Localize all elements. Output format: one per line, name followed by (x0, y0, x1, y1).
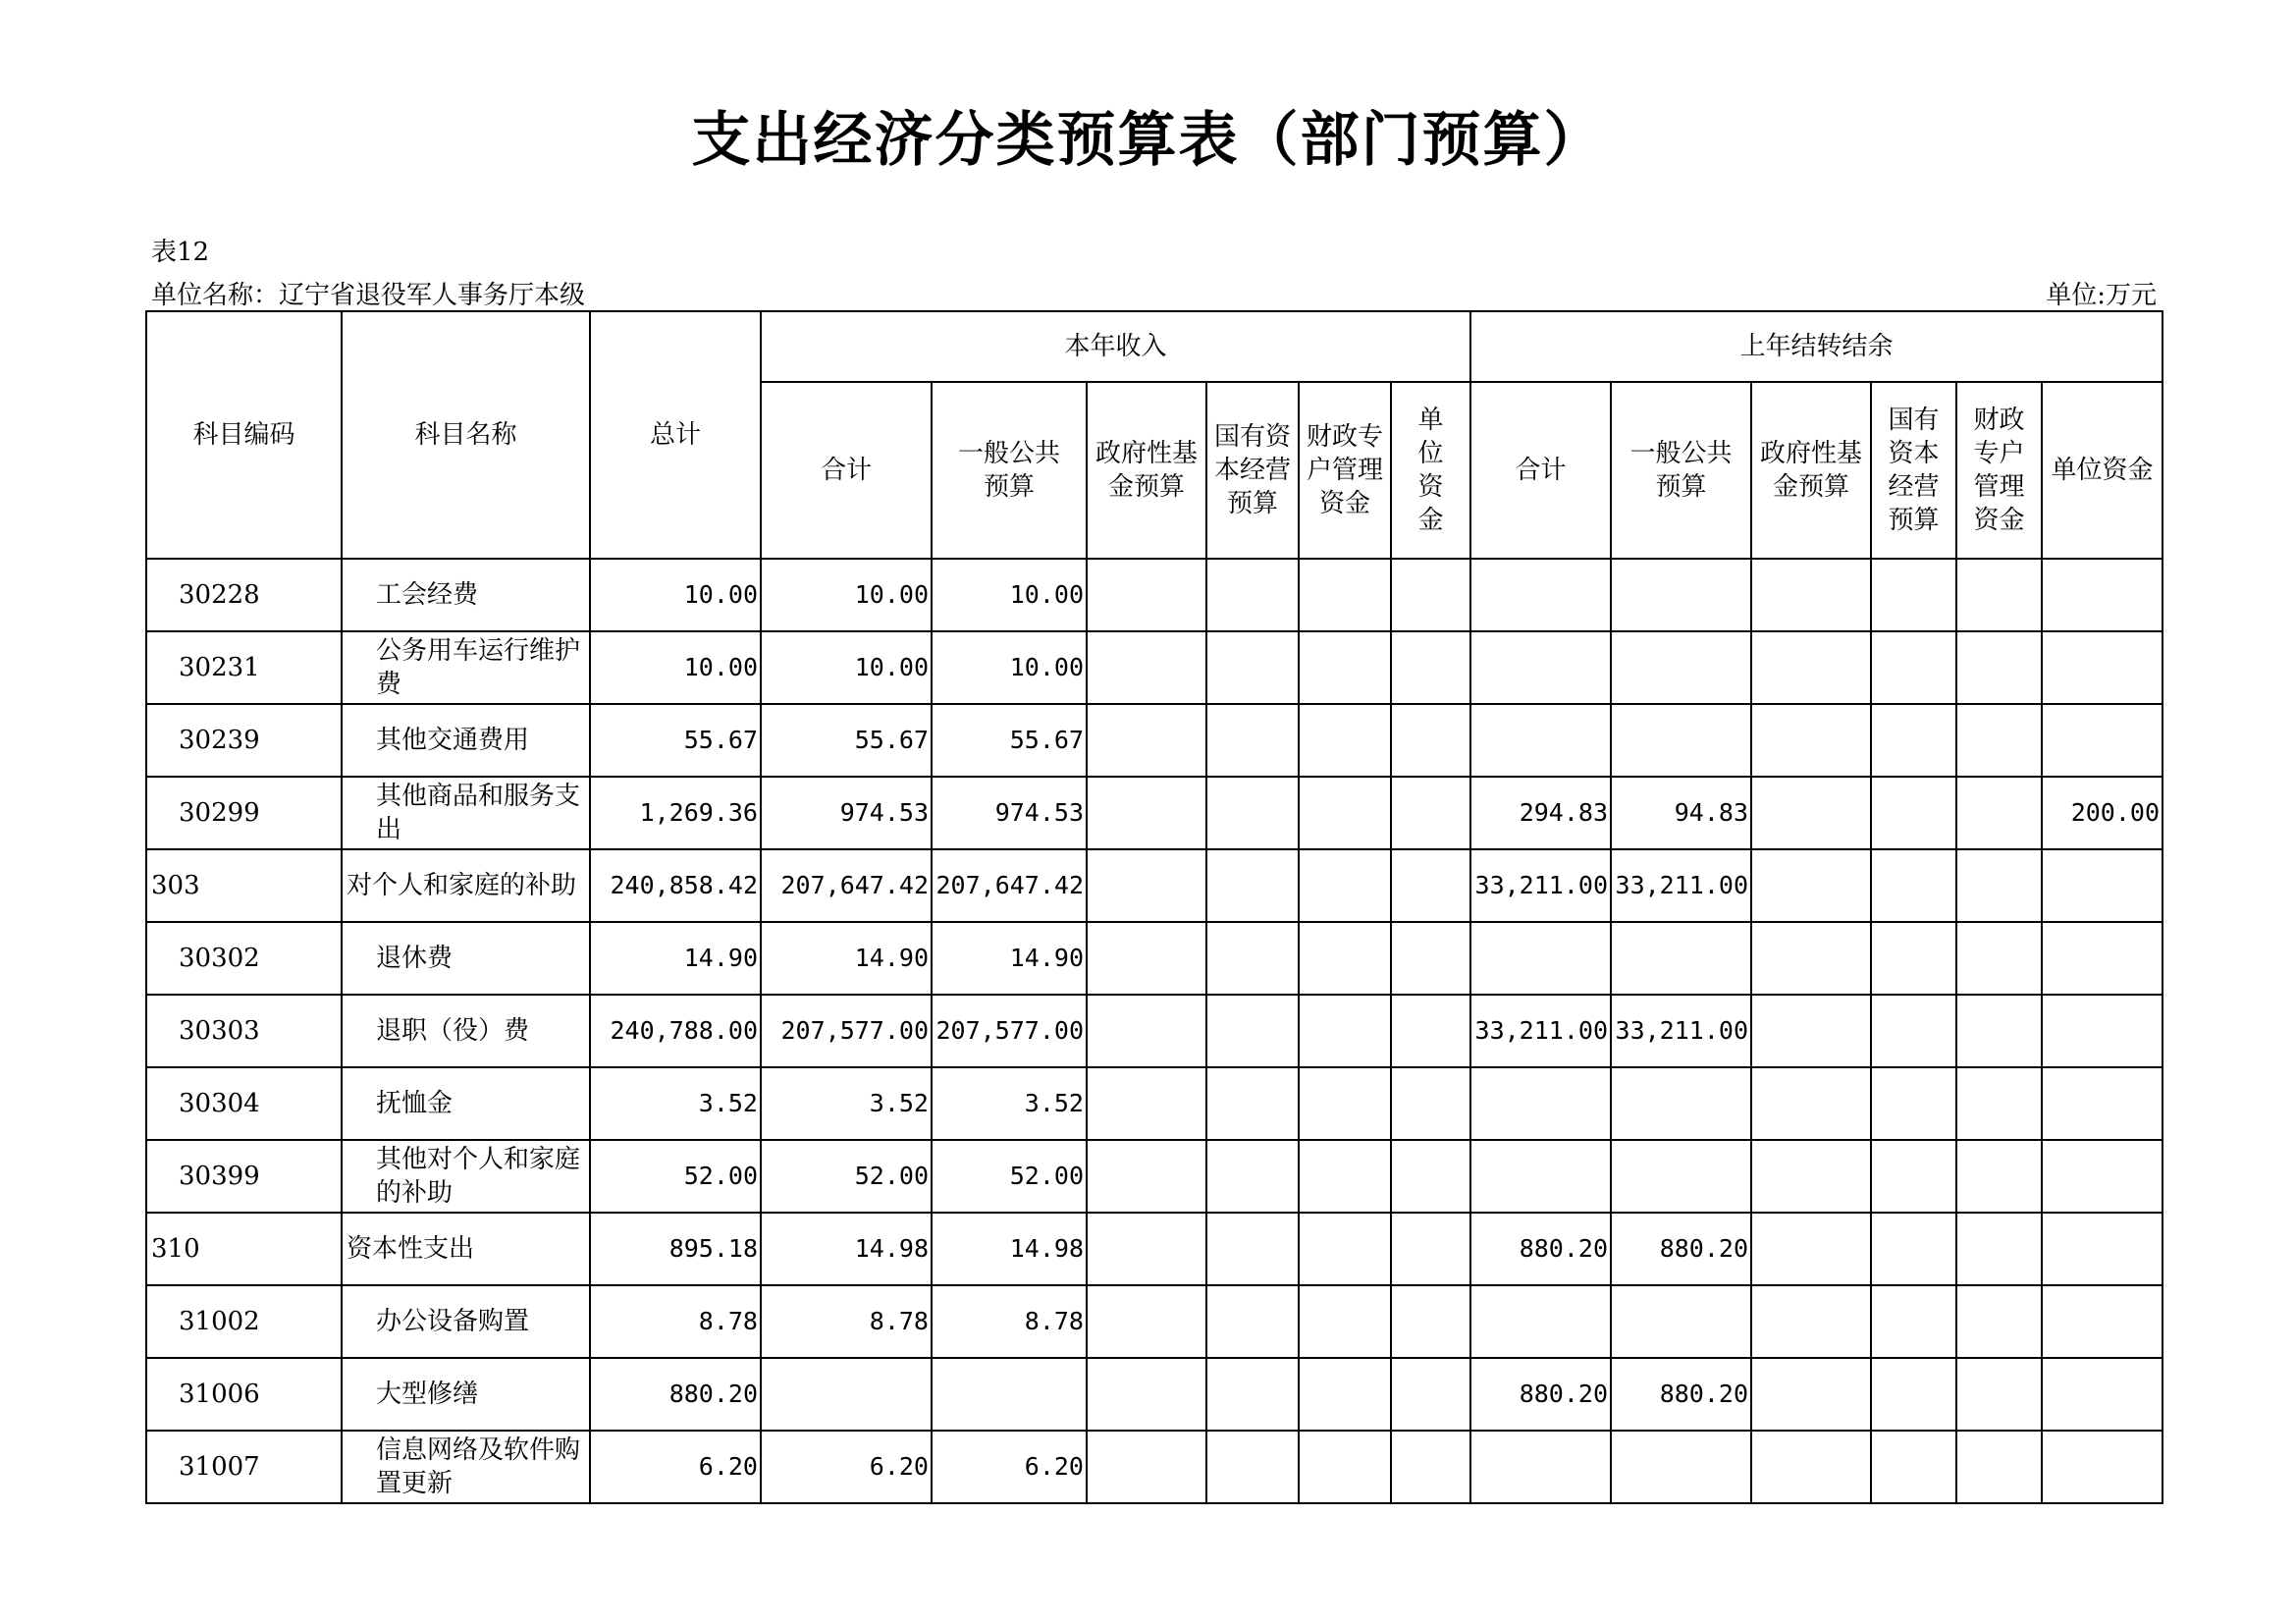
row-value (1871, 777, 1956, 849)
row-value (1871, 849, 1956, 922)
row-value: 880.20 (1470, 1358, 1611, 1431)
row-value (1871, 995, 1956, 1067)
row-code: 30302 (146, 922, 342, 995)
row-value: 14.98 (932, 1213, 1087, 1285)
row-value (1299, 922, 1391, 995)
row-value: 895.18 (590, 1213, 761, 1285)
row-value (1087, 1213, 1206, 1285)
row-value (1391, 559, 1470, 631)
header-current-state-capital: 国有资本经营预算 (1206, 382, 1299, 559)
row-value (1391, 1140, 1470, 1213)
row-value (1470, 1067, 1611, 1140)
row-value (2042, 1140, 2163, 1213)
row-name: 其他对个人和家庭的补助 (342, 1140, 590, 1213)
row-value (1956, 1358, 2042, 1431)
row-value (1751, 1431, 1871, 1503)
row-value: 880.20 (1470, 1213, 1611, 1285)
row-value (1299, 849, 1391, 922)
row-code: 30299 (146, 777, 342, 849)
row-value (1391, 704, 1470, 777)
row-value: 240,858.42 (590, 849, 761, 922)
row-value (2042, 1431, 2163, 1503)
header-carry-state-capital: 国有资本经营预算 (1871, 382, 1956, 559)
row-value: 207,577.00 (761, 995, 932, 1067)
row-value (1087, 704, 1206, 777)
row-value (1206, 995, 1299, 1067)
header-current-general: 一般公共预算 (932, 382, 1087, 559)
row-value (1206, 559, 1299, 631)
row-value (1087, 1067, 1206, 1140)
row-value (1206, 1431, 1299, 1503)
row-value (1087, 777, 1206, 849)
row-value (1956, 1213, 2042, 1285)
row-value (1206, 849, 1299, 922)
row-value (1611, 559, 1751, 631)
row-value: 207,647.42 (932, 849, 1087, 922)
header-carry-special-account: 财政专户管理资金 (1956, 382, 2042, 559)
row-value: 207,647.42 (761, 849, 932, 922)
row-code: 31007 (146, 1431, 342, 1503)
row-code: 30303 (146, 995, 342, 1067)
header-group-current: 本年收入 (761, 311, 1470, 382)
table-row (146, 922, 2163, 995)
row-name: 退职（役）费 (342, 995, 590, 1067)
row-value (1611, 704, 1751, 777)
row-value (1956, 849, 2042, 922)
row-value (1299, 1431, 1391, 1503)
row-code: 30231 (146, 631, 342, 704)
row-value (1299, 631, 1391, 704)
header-carry-total: 合计 (1470, 382, 1611, 559)
row-value (1087, 1431, 1206, 1503)
row-value (1751, 559, 1871, 631)
row-value (1206, 704, 1299, 777)
row-value (1299, 777, 1391, 849)
row-value (1087, 995, 1206, 1067)
row-value (1087, 1285, 1206, 1358)
row-value (1206, 1067, 1299, 1140)
row-value (1956, 559, 2042, 631)
row-name: 资本性支出 (342, 1213, 590, 1285)
unit-label: 单位:万元 (2046, 281, 2157, 310)
row-value (1751, 1213, 1871, 1285)
row-name: 工会经费 (342, 559, 590, 631)
row-value: 33,211.00 (1611, 849, 1751, 922)
row-value: 14.90 (590, 922, 761, 995)
row-value: 207,577.00 (932, 995, 1087, 1067)
row-value (1087, 922, 1206, 995)
budget-table (145, 310, 2163, 1504)
row-value (2042, 559, 2163, 631)
row-value: 8.78 (932, 1285, 1087, 1358)
row-value (1206, 922, 1299, 995)
row-value: 52.00 (761, 1140, 932, 1213)
row-value (1751, 704, 1871, 777)
row-value (1206, 1213, 1299, 1285)
table-row (146, 631, 2163, 704)
row-value (2042, 1067, 2163, 1140)
row-name: 其他交通费用 (342, 704, 590, 777)
row-value (1470, 559, 1611, 631)
row-value (1470, 704, 1611, 777)
row-value: 10.00 (590, 559, 761, 631)
row-value (1470, 631, 1611, 704)
row-value (1956, 777, 2042, 849)
row-value: 6.20 (761, 1431, 932, 1503)
table-row (146, 559, 2163, 631)
header-current-unit-funds: 单位资金 (1391, 382, 1470, 559)
row-value: 52.00 (932, 1140, 1087, 1213)
row-value: 6.20 (590, 1431, 761, 1503)
header-name: 科目名称 (342, 311, 590, 559)
row-value (1956, 1140, 2042, 1213)
row-value: 55.67 (761, 704, 932, 777)
row-value: 33,211.00 (1470, 849, 1611, 922)
row-value (2042, 1358, 2163, 1431)
row-code: 31002 (146, 1285, 342, 1358)
table-row (146, 995, 2163, 1067)
row-value (932, 1358, 1087, 1431)
row-value (1751, 849, 1871, 922)
row-name: 办公设备购置 (342, 1285, 590, 1358)
row-value (1206, 1358, 1299, 1431)
row-code: 31006 (146, 1358, 342, 1431)
row-value: 14.90 (932, 922, 1087, 995)
row-value (1206, 631, 1299, 704)
row-value (1299, 1140, 1391, 1213)
row-value: 3.52 (590, 1067, 761, 1140)
row-value (1611, 1431, 1751, 1503)
row-value (1299, 704, 1391, 777)
header-current-total: 合计 (761, 382, 932, 559)
row-value (1871, 1285, 1956, 1358)
row-value (1611, 1067, 1751, 1140)
row-code: 303 (146, 849, 342, 922)
row-value (1391, 1431, 1470, 1503)
row-value (1871, 704, 1956, 777)
unit-name: 单位名称：辽宁省退役军人事务厅本级 (151, 281, 586, 310)
row-value: 880.20 (1611, 1358, 1751, 1431)
row-name: 信息网络及软件购置更新 (342, 1431, 590, 1503)
row-value: 33,211.00 (1470, 995, 1611, 1067)
row-name: 抚恤金 (342, 1067, 590, 1140)
row-value (1956, 1067, 2042, 1140)
row-value (1956, 922, 2042, 995)
row-name: 大型修缮 (342, 1358, 590, 1431)
row-value: 3.52 (932, 1067, 1087, 1140)
row-value: 1,269.36 (590, 777, 761, 849)
row-value (2042, 631, 2163, 704)
row-value (1871, 1431, 1956, 1503)
table-number: 表12 (151, 238, 210, 267)
row-value (1206, 777, 1299, 849)
table-row (146, 704, 2163, 777)
row-value (1751, 777, 1871, 849)
row-value (1871, 1140, 1956, 1213)
row-value (1299, 1358, 1391, 1431)
row-value (1206, 1140, 1299, 1213)
row-value (1871, 559, 1956, 631)
row-value (1470, 1140, 1611, 1213)
row-value (1751, 922, 1871, 995)
row-value: 294.83 (1470, 777, 1611, 849)
row-value (1751, 1140, 1871, 1213)
table-row (146, 1431, 2163, 1503)
header-current-special-account: 财政专户管理资金 (1299, 382, 1391, 559)
header-carry-general: 一般公共预算 (1611, 382, 1751, 559)
row-value: 880.20 (1611, 1213, 1751, 1285)
row-value (1470, 1285, 1611, 1358)
header-carry-fund: 政府性基金预算 (1751, 382, 1871, 559)
row-value (1391, 631, 1470, 704)
row-code: 30304 (146, 1067, 342, 1140)
page-title: 支出经济分类预算表（部门预算） (691, 106, 1605, 175)
row-value (1470, 1431, 1611, 1503)
row-value (1299, 559, 1391, 631)
row-name: 退休费 (342, 922, 590, 995)
row-value: 10.00 (761, 559, 932, 631)
row-value: 8.78 (761, 1285, 932, 1358)
row-value (1299, 995, 1391, 1067)
row-value (1611, 631, 1751, 704)
row-value (1751, 631, 1871, 704)
row-value: 8.78 (590, 1285, 761, 1358)
row-value (1206, 1285, 1299, 1358)
row-value: 52.00 (590, 1140, 761, 1213)
row-value: 14.98 (761, 1213, 932, 1285)
row-code: 30399 (146, 1140, 342, 1213)
row-value (1871, 631, 1956, 704)
row-value: 10.00 (590, 631, 761, 704)
row-value: 974.53 (761, 777, 932, 849)
row-value (1087, 631, 1206, 704)
header-code: 科目编码 (146, 311, 342, 559)
row-value: 55.67 (590, 704, 761, 777)
row-value (1391, 922, 1470, 995)
row-value (1611, 1285, 1751, 1358)
row-value (1871, 1358, 1956, 1431)
row-name: 其他商品和服务支出 (342, 777, 590, 849)
row-value (1391, 1067, 1470, 1140)
row-value (1299, 1067, 1391, 1140)
row-value: 10.00 (761, 631, 932, 704)
row-value: 55.67 (932, 704, 1087, 777)
row-value: 10.00 (932, 559, 1087, 631)
row-value (2042, 1285, 2163, 1358)
row-value (1391, 1213, 1470, 1285)
row-value (1299, 1285, 1391, 1358)
row-value (1871, 1213, 1956, 1285)
row-value (1299, 1213, 1391, 1285)
row-value (2042, 849, 2163, 922)
row-value (1391, 849, 1470, 922)
row-value: 6.20 (932, 1431, 1087, 1503)
row-value (1391, 995, 1470, 1067)
row-value: 3.52 (761, 1067, 932, 1140)
row-value (2042, 1213, 2163, 1285)
row-value (1871, 1067, 1956, 1140)
row-name: 对个人和家庭的补助 (342, 849, 590, 922)
row-value (1391, 777, 1470, 849)
row-value (1956, 631, 2042, 704)
row-code: 30228 (146, 559, 342, 631)
row-code: 310 (146, 1213, 342, 1285)
row-value (2042, 922, 2163, 995)
row-value (1751, 1358, 1871, 1431)
row-value: 14.90 (761, 922, 932, 995)
table-row (146, 1067, 2163, 1140)
row-value (1956, 995, 2042, 1067)
row-value (1391, 1285, 1470, 1358)
table-row (146, 1358, 2163, 1431)
row-value: 880.20 (590, 1358, 761, 1431)
header-current-fund: 政府性基金预算 (1087, 382, 1206, 559)
row-value (1611, 1140, 1751, 1213)
row-value (1087, 1140, 1206, 1213)
row-code: 30239 (146, 704, 342, 777)
row-value (1751, 1285, 1871, 1358)
row-value (1611, 922, 1751, 995)
row-value (1751, 1067, 1871, 1140)
row-value (1956, 1431, 2042, 1503)
table-row (146, 1213, 2163, 1285)
row-value: 200.00 (2042, 777, 2163, 849)
row-value (1087, 1358, 1206, 1431)
row-value (761, 1358, 932, 1431)
row-value: 10.00 (932, 631, 1087, 704)
row-value: 240,788.00 (590, 995, 761, 1067)
row-value (1956, 1285, 2042, 1358)
table-row (146, 1285, 2163, 1358)
table-row (146, 777, 2163, 849)
row-value (1470, 922, 1611, 995)
header-total: 总计 (590, 311, 761, 559)
row-value (1751, 995, 1871, 1067)
header-group-carryover: 上年结转结余 (1470, 311, 2163, 382)
budget-table-wrap (145, 310, 2163, 1504)
table-row (146, 849, 2163, 922)
row-value (1956, 704, 2042, 777)
row-value: 94.83 (1611, 777, 1751, 849)
header-carry-unit-funds: 单位资金 (2042, 382, 2163, 559)
row-value (1871, 922, 1956, 995)
row-value (2042, 995, 2163, 1067)
row-value (2042, 704, 2163, 777)
row-name: 公务用车运行维护费 (342, 631, 590, 704)
row-value (1087, 559, 1206, 631)
row-value (1391, 1358, 1470, 1431)
row-value (1087, 849, 1206, 922)
table-row (146, 1140, 2163, 1213)
row-value: 33,211.00 (1611, 995, 1751, 1067)
row-value: 974.53 (932, 777, 1087, 849)
